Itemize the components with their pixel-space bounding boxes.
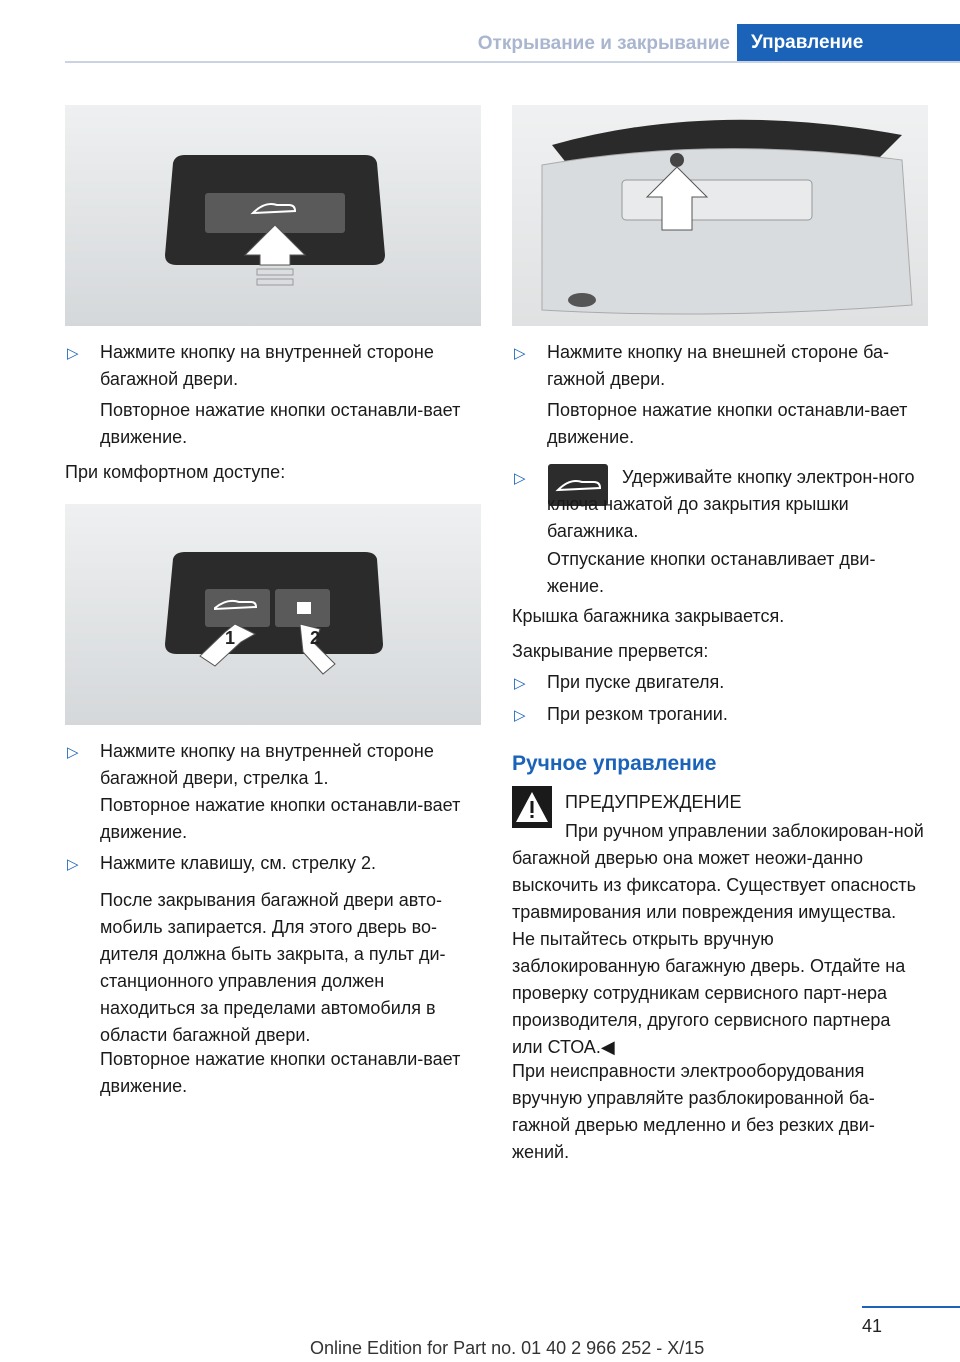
header-section-title: Открывание и закрывание [477, 33, 730, 54]
bullet-marker: ▷ [67, 744, 79, 761]
bullet-marker: ▷ [67, 345, 79, 362]
left-step-3: Нажмите клавишу, см. стрелку 2. [100, 853, 377, 873]
interrupt-label: Закрывание прервется: [512, 641, 709, 661]
header-chapter-tab: Управление [737, 24, 960, 62]
right-step-1-note: Повторное нажатие кнопки останавли-вает движение. [547, 400, 908, 447]
arrow-1-label: 1 [225, 628, 236, 648]
malfunction-paragraph: При неисправности электрооборудования вручную управляйте разблокированной ба-гажной дверью медленно и без резких дви-жений. [512, 1061, 875, 1162]
interrupt-item-pulloff: При резком трогании. [547, 704, 728, 724]
bullet-marker: ▷ [514, 707, 526, 724]
lid-closes-text: Крышка багажника закрывается. [512, 606, 785, 626]
bullet-marker: ▷ [514, 470, 526, 487]
page-number: 41 [862, 1316, 883, 1336]
manual-operation-heading: Ручное управление [512, 752, 717, 775]
left-step-2-note: Повторное нажатие кнопки останавли-вает движение. [100, 795, 461, 842]
header-rule [65, 61, 960, 63]
bullet-marker: ▷ [514, 675, 526, 692]
warning-title: ПРЕДУПРЕЖДЕНИЕ [565, 792, 742, 812]
left-step-3-note: После закрывания багажной двери авто-мобиль запирается. Для этого дверь во-дителя должна быть закрыта, а пульт ди-станционного управления должен находиться за пределами автомобиля в области багажной двери. [100, 890, 446, 1045]
left-step-3-note-2: Повторное нажатие кнопки останавли-вает движение. [100, 1049, 461, 1096]
left-step-1-note: Повторное нажатие кнопки останавли-вает движение. [100, 400, 461, 447]
right-step-1: Нажмите кнопку на внешней стороне ба-гажной двери. [547, 342, 890, 389]
left-step-2: Нажмите кнопку на внутренней стороне багажной двери, стрелка 1. [100, 741, 434, 788]
footer-edition: Online Edition for Part no. 01 40 2 966 252 - X/15 [310, 1338, 705, 1358]
right-step-2: Удерживайте кнопку электрон-ного ключа нажатой до закрытия крышки багажника. [547, 467, 915, 541]
tailgate-inner-button-image [65, 105, 481, 326]
bullet-marker: ▷ [514, 345, 526, 362]
car-rear-tailgate-image [512, 105, 928, 326]
interrupt-item-engine: При пуске двигателя. [547, 672, 725, 692]
comfort-access-buttons-image [65, 504, 481, 725]
footer-rule [862, 1306, 960, 1308]
comfort-access-label: При комфортном доступе: [65, 462, 286, 482]
right-step-2-note: Отпускание кнопки останавливает дви-жение. [547, 549, 876, 596]
arrow-2-label: 2 [310, 628, 321, 648]
warning-text: При ручном управлении заблокирован-ной багажной дверью она может неожи-данно выскочить из фиксатора. Существует опасность травмирования или повреждения имущества. Не пытайтесь открыть вручную заблокированную багажную дверь. Отдайте на проверку сотрудникам сервисного парт-нера производителя, другого сервисного партнера или СТОА.◀ [512, 821, 924, 1057]
left-step-1: Нажмите кнопку на внутренней стороне багажной двери. [100, 342, 434, 389]
bullet-marker: ▷ [67, 856, 79, 873]
